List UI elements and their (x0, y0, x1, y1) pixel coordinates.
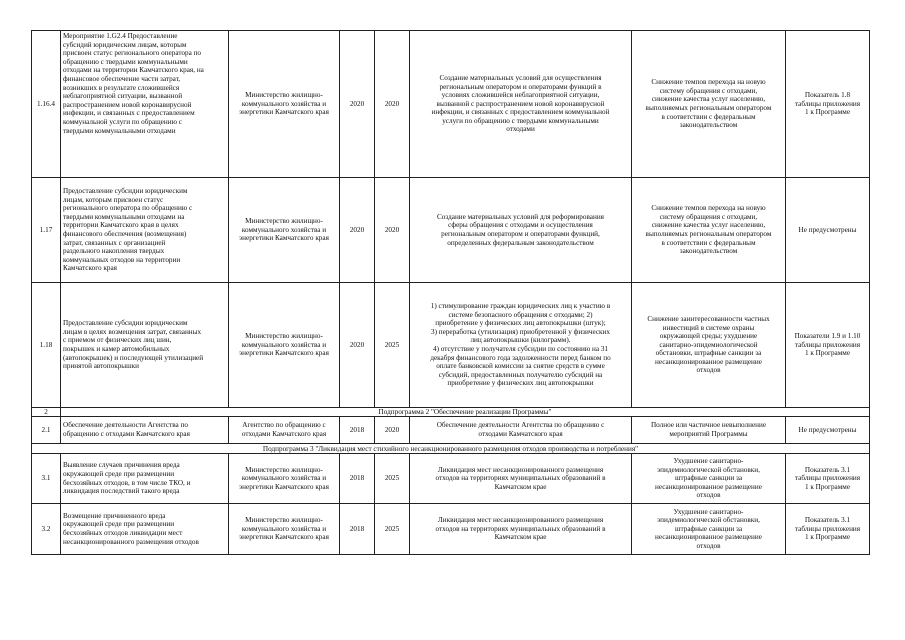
responsible-executor: Министерство жилищно- коммунального хозяйства и энергетики Камчатского края (229, 283, 340, 408)
expected-result: Ликвидация мест несанкционированного размещения отходов на территориях муниципальных образований в Камчатском крае (410, 504, 632, 555)
end-year: 2020 (375, 31, 410, 178)
responsible-executor: Министерство жилищно- коммунального хозяйства и энергетики Камчатского края (229, 31, 340, 178)
row-number: 2 (32, 408, 61, 417)
start-year: 2020 (340, 178, 375, 283)
expected-result: Ликвидация мест несанкционированного размещения отходов на территориях муниципальных образований в Камчатском крае (410, 454, 632, 504)
program-activities-table (31, 30, 870, 555)
non-implementation-consequence: Полное или частичное невыполнение мероприятий Программы (632, 417, 786, 444)
non-implementation-consequence: Снижение темпов перехода на новую систему обращения с отходами, снижение качества услуг населению, выполняемых региональным оператором в соответствии с федеральным законодательством (632, 178, 786, 283)
end-year: 2025 (375, 504, 410, 555)
responsible-executor: Министерство жилищно- коммунального хозяйства и энергетики Камчатского края (229, 454, 340, 504)
table-row (32, 504, 870, 555)
subprogram-title: Подпрограмма 2 "Обеспечение реализации Программы" (61, 408, 870, 417)
table-row (32, 417, 870, 444)
non-implementation-consequence: Ухудшение санитарно- эпидемиологической обстановки, штрафные санкции за несанкционированное размещение отходов (632, 454, 786, 504)
indicator-link: Не предусмотрены (786, 178, 870, 283)
end-year: 2025 (375, 283, 410, 408)
activity-name: Выявление случаев причинения вреда окружающей среде при размещении бесхозяйных отходов, в том числе ТКО, и ликвидация последствий такого вреда (61, 454, 229, 504)
non-implementation-consequence: Ухудшение санитарно- эпидемиологической обстановки, штрафные санкции за несанкционированное размещение отходов (632, 504, 786, 555)
responsible-executor: Министерство жилищно- коммунального хозяйства и энергетики Камчатского края (229, 178, 340, 283)
activity-name: Предоставление субсидии юридическим лицам, которым присвоен статус регионального оператора по обращению с твердыми коммунальными отходами на территории Камчатского края в целях финансового обеспечения (возмещения) затрат, связанных с организацией раздельного накопления твердых коммунальных отходов на территории Камчатского края (61, 178, 229, 283)
indicator-link: Не предусмотрены (786, 417, 870, 444)
start-year: 2018 (340, 417, 375, 444)
activity-name: Возмещение причиненного вреда окружающей среде при размещении бесхозяйных отходов ликвидации мест несанкционированного размещения отходов (61, 504, 229, 555)
start-year: 2020 (340, 283, 375, 408)
table-row (32, 283, 870, 408)
end-year: 2025 (375, 454, 410, 504)
table-row (32, 454, 870, 504)
indicator-link: Показатель 1.8 таблицы приложения 1 к Программе (786, 31, 870, 178)
activity-name: Обеспечение деятельности Агентства по обращению с отходами Камчатского края (61, 417, 229, 444)
indicator-link: Показатели 1.9 и 1.10 таблицы приложения 1 к Программе (786, 283, 870, 408)
expected-result: Создание материальных условий для реформирования сферы обращения с отходами и осуществления региональным оператором и операторами функций, определенных федеральным законодательством (410, 178, 632, 283)
row-number: 3.1 (32, 454, 61, 504)
start-year: 2018 (340, 454, 375, 504)
non-implementation-consequence: Снижение темпов перехода на новую систему обращения с отходами, снижение качества услуг населению, выполняемых региональным оператором в соответствии с федеральным законодательством (632, 31, 786, 178)
non-implementation-consequence: Снижение заинтересованности частных инвестиций в системе охраны окружающей среды; ухудшение санитарно-эпидемиологической обстановки, штрафные санкции за несанкционированное размещение отходов (632, 283, 786, 408)
row-number: 2.1 (32, 417, 61, 444)
start-year: 2018 (340, 504, 375, 555)
indicator-link: Показатель 3.1 таблицы приложения 1 к Программе (786, 454, 870, 504)
row-number: 1.18 (32, 283, 61, 408)
activity-name: Предоставление субсидии юридическим лицам в целях возмещения затрат, связанных с приемом от физических лиц шин, покрышек и камер автомобильных (автопокрышек) и последующей утилизацией принятой автопокрышки (61, 283, 229, 408)
row-number: 1.17 (32, 178, 61, 283)
row-number: 1.16.4 (32, 31, 61, 178)
responsible-executor: Агентство по обращению с отходами Камчатского края (229, 417, 340, 444)
table-row (32, 31, 870, 178)
subprogram-header-row (32, 444, 870, 454)
table-row (32, 178, 870, 283)
responsible-executor: Министерство жилищно- коммунального хозяйства и энергетики Камчатского края (229, 504, 340, 555)
end-year: 2020 (375, 178, 410, 283)
row-number: 3.2 (32, 504, 61, 555)
expected-result: Обеспечение деятельности Агентства по обращению с отходами Камчатского края (410, 417, 632, 444)
expected-result: 1) стимулирование граждан юридических лиц к участию в системе безопасного обращения с отходами; 2) приобретение у физических лиц автопокрышки (штук); 3) переработка (утилизация) приобретенной у физических лиц автопокрышки (килограмм). 4) отсутствие у получателя субсидии по состоянию на 31 декабря финансового года задолженности перед банком по оплате банковской комиссии за снятие средств в сумме субсидий, предоставленных получателю субсидий на приобретение у физических лиц автопокрышки (410, 283, 632, 408)
subprogram-title: Подпрограмма 3 "Ликвидация мест стихийного несанкционированного размещения отходов производства и потребления" (32, 444, 870, 454)
start-year: 2020 (340, 31, 375, 178)
expected-result: Создание материальных условий для осуществления региональным оператором и операторами функций в условиях сложившейся неблагоприятной ситуации, вызванной с распространением новой коронавирусной инфекции, и связанных с предоставлением коммунальной услуги по обращению с твердыми коммунальными отходами (410, 31, 632, 178)
indicator-link: Показатель 3.1 таблицы приложения 1 к Программе (786, 504, 870, 555)
activity-name: Мероприятие 1.G2.4 Предоставление субсидий юридическим лицам, которым присвоен статус регионального оператора по обращению с твердыми коммунальными отходами на территории Камчатского края, на финансовое обеспечение части затрат, возникших в результате сложившейся неблагоприятной ситуации, вызванной распространением новой коронавирусной инфекции, и связанных с предоставлением коммунальной услуги по обращению с твердыми коммунальными отходами (61, 31, 229, 178)
end-year: 2020 (375, 417, 410, 444)
subprogram-header-row (32, 408, 870, 417)
